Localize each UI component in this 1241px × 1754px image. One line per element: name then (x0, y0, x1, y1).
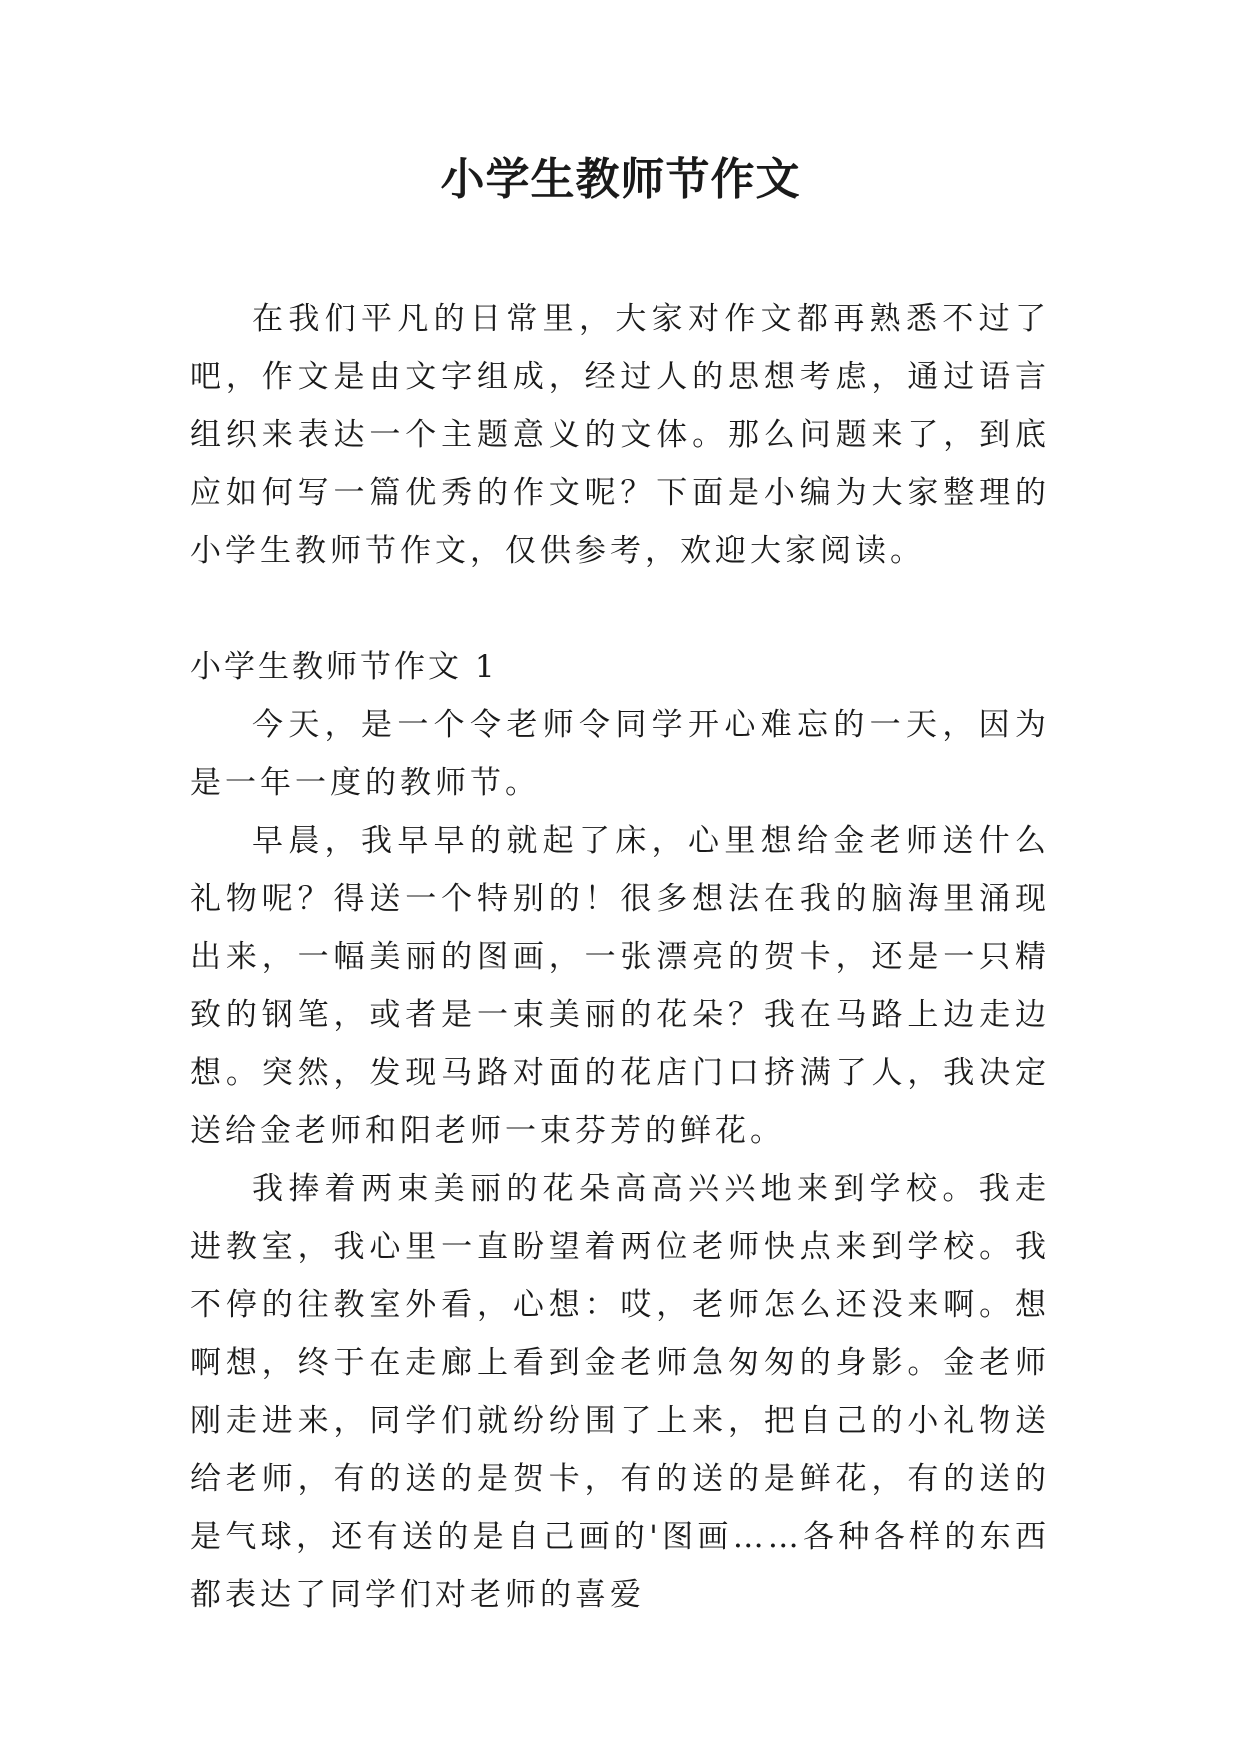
body-paragraph: 我捧着两束美丽的花朵高高兴兴地来到学校。我走进教室，我心里一直盼望着两位老师快点来到学校。我不停的往教室外看，心想：哎，老师怎么还没来啊。想啊想，终于在走廊上看到金老师急匆匆的身影。金老师刚走进来，同学们就纷纷围了上来，把自己的小礼物送给老师，有的送的是贺卡，有的送的是鲜花，有的送的是气球，还有送的是自己画的'图画……各种各样的东西都表达了同学们对老师的喜爱 (190, 1171, 1050, 1613)
section-heading: 小学生教师节作文 1 (190, 649, 498, 685)
body-paragraph: 今天，是一个令老师令同学开心难忘的一天，因为是一年一度的教师节。 (190, 707, 1050, 801)
document-body (190, 290, 1050, 1624)
body-paragraph: 早晨，我早早的就起了床，心里想给金老师送什么礼物呢？得送一个特别的！很多想法在我的脑海里涌现出来，一幅美丽的图画，一张漂亮的贺卡，还是一只精致的钢笔，或者是一束美丽的花朵？我在马路上边走边想。突然，发现马路对面的花店门口挤满了人，我决定送给金老师和阳老师一束芬芳的鲜花。 (190, 823, 1050, 1149)
intro-paragraph: 在我们平凡的日常里，大家对作文都再熟悉不过了吧，作文是由文字组成，经过人的思想考虑，通过语言组织来表达一个主题意义的文体。那么问题来了，到底应如何写一篇优秀的作文呢？下面是小编为大家整理的小学生教师节作文，仅供参考，欢迎大家阅读。 (190, 301, 1050, 569)
document-title: 小学生教师节作文 (440, 154, 801, 205)
